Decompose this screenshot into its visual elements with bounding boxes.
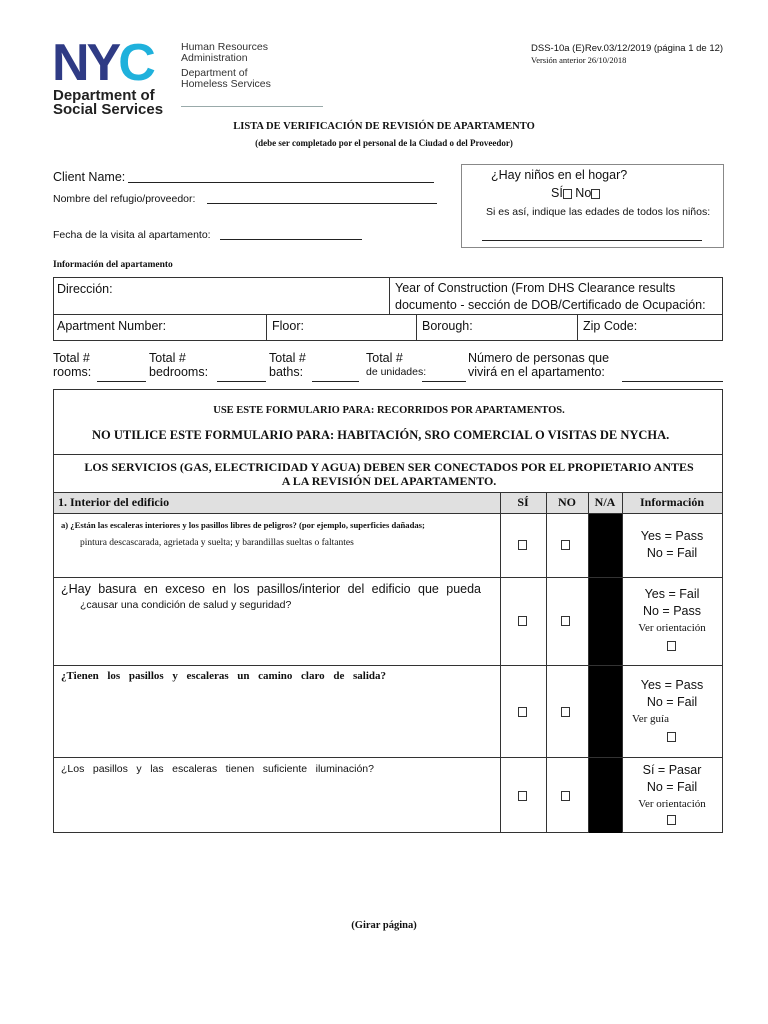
apt-number-label: Apartment Number:	[57, 319, 167, 333]
hra-line-1: Human Resources	[181, 41, 268, 53]
notice-services-1: LOS SERVICIOS (GAS, ELECTRICIDAD Y AGUA) DEBEN SER CONECTADOS POR EL PROPIETARIO ANTES	[84, 460, 694, 474]
col-na-header: N/A	[594, 495, 616, 509]
visit-date-label: Fecha de la visita al apartamento:	[53, 229, 211, 241]
children-question: ¿Hay niños en el hogar?	[491, 168, 628, 182]
col-no-header: NO	[558, 495, 576, 509]
row-4-no-checkbox[interactable]	[561, 791, 570, 801]
form-number: DSS-10a (E)Rev.03/12/2019 (página 1 de 12)	[531, 43, 724, 54]
row-3-question: ¿Tienen los pasillos y escaleras un camino claro de salida?	[61, 670, 386, 682]
client-name-label: Client Name:	[53, 170, 126, 184]
col-divider	[546, 492, 547, 833]
row-2-no-checkbox[interactable]	[561, 616, 570, 626]
children-yes-no	[551, 186, 600, 200]
borough-label: Borough:	[422, 319, 473, 333]
shelter-field[interactable]	[207, 193, 437, 204]
shelter-label: Nombre del refugio/proveedor:	[53, 193, 196, 205]
logo-dept-line-2: Social Services	[53, 101, 164, 118]
apt-number-cell[interactable]	[53, 314, 267, 341]
persons-label: Número de personas que vivirá en el apartamento:	[468, 351, 610, 379]
children-no-label: No	[575, 186, 592, 200]
row-1-no-checkbox[interactable]	[561, 540, 570, 550]
na-column-blocked	[589, 514, 622, 833]
previous-version: Versión anterior 26/10/2018	[531, 55, 627, 65]
hra-line-2: Administration	[181, 52, 248, 64]
section-title: 1. Interior del edificio	[58, 495, 170, 509]
checklist-table	[53, 389, 723, 833]
row-divider	[54, 757, 722, 758]
total-units-label: Total # de unidades:	[366, 351, 427, 378]
total-units-field[interactable]	[422, 370, 466, 382]
row-3-no-checkbox[interactable]	[561, 707, 570, 717]
persons-field[interactable]	[622, 370, 723, 382]
year-construction-label-2: documento - sección de DOB/Certificado de Ocupación:	[395, 298, 706, 312]
floor-label: Floor:	[272, 319, 304, 333]
row-3-si-checkbox[interactable]	[518, 707, 527, 717]
zip-code-cell[interactable]	[577, 314, 723, 341]
dhs-line-2: Homeless Services	[181, 78, 271, 90]
row-3-info: Yes = Pass No = Fail Ver guía	[632, 678, 704, 725]
total-baths-label: Total # baths:	[269, 351, 306, 379]
turn-page-note: (Girar página)	[351, 920, 417, 931]
row-4-si-checkbox[interactable]	[518, 791, 527, 801]
floor-cell[interactable]	[266, 314, 417, 341]
year-construction-label-1: Year of Construction (From DHS Clearance results	[395, 281, 676, 295]
row-1-si-checkbox[interactable]	[518, 540, 527, 550]
children-ages-label: Si es así, indique las edades de todos los niños:	[486, 206, 711, 218]
notice-services-2: A LA REVISIÓN DEL APARTAMENTO.	[281, 474, 497, 488]
row-3-guidance-checkbox[interactable]	[667, 732, 676, 742]
children-ages-field[interactable]	[482, 230, 702, 241]
col-si-header: SÍ	[517, 495, 529, 509]
notice-use: USE ESTE FORMULARIO PARA: RECORRIDOS POR APARTAMENTOS.	[213, 405, 565, 416]
visit-date-field[interactable]	[220, 229, 362, 240]
children-no-checkbox[interactable]	[591, 189, 600, 199]
page-subtitle: (debe ser completado por el personal de la Ciudad o del Proveedor)	[255, 138, 513, 148]
children-yes-checkbox[interactable]	[563, 189, 572, 199]
row-divider	[54, 577, 722, 578]
total-bedrooms-field[interactable]	[217, 370, 266, 382]
row-2-info: Yes = Fail No = Pass Ver orientación	[638, 587, 706, 634]
row-2-guidance-checkbox[interactable]	[667, 641, 676, 651]
children-yes-label: SÍ	[551, 186, 563, 200]
borough-cell[interactable]	[416, 314, 578, 341]
address-label: Dirección:	[57, 282, 113, 296]
row-4-info: Sí = Pasar No = Fail Ver orientación	[638, 763, 706, 810]
row-2-question: ¿Hay basura en exceso en los pasillos/interior del edificio que pueda	[61, 582, 481, 596]
col-info-header: Información	[640, 495, 704, 509]
row-divider	[54, 665, 722, 666]
year-construction-cell[interactable]	[389, 277, 723, 315]
notice-dont-use: NO UTILICE ESTE FORMULARIO PARA: HABITACIÓN, SRO COMERCIAL O VISITAS DE NYCHA.	[92, 428, 670, 442]
zip-code-label: Zip Code:	[583, 319, 638, 333]
row-2-si-checkbox[interactable]	[518, 616, 527, 626]
row-1-question: a) ¿Están las escaleras interiores y los pasillos libres de peligros? (por ejemplo, superficies dañadas;	[61, 520, 425, 530]
page-title: LISTA DE VERIFICACIÓN DE REVISIÓN DE APARTAMENTO	[233, 121, 535, 132]
row-4-question: ¿Los pasillos y las escaleras tienen suficiente iluminación?	[61, 763, 374, 775]
notice-divider	[54, 454, 722, 455]
dhs-line-1: Department of	[181, 67, 248, 79]
client-name-field[interactable]	[128, 172, 434, 183]
apartment-section-title: Información del apartamento	[53, 260, 173, 270]
total-baths-field[interactable]	[312, 370, 359, 382]
nyc-logo-mark: NYC	[52, 34, 153, 92]
row-4-guidance-checkbox[interactable]	[667, 815, 676, 825]
col-divider	[500, 492, 501, 833]
total-rooms-field[interactable]	[97, 370, 146, 382]
row-2-question-cont: ¿causar una condición de salud y seguridad?	[80, 599, 292, 611]
row-1-question-cont: pintura descascarada, agrietada y suelta; y barandillas sueltas o faltantes	[80, 538, 354, 548]
nyc-dss-logo	[50, 34, 278, 118]
row-1-info: Yes = Pass No = Fail	[640, 529, 704, 560]
total-rooms-label: Total # rooms:	[53, 351, 92, 379]
logo-dept-line-1: Department of	[53, 87, 155, 104]
address-cell[interactable]	[53, 277, 390, 315]
logo-divider	[181, 106, 323, 107]
total-bedrooms-label: Total # bedrooms:	[149, 351, 209, 379]
